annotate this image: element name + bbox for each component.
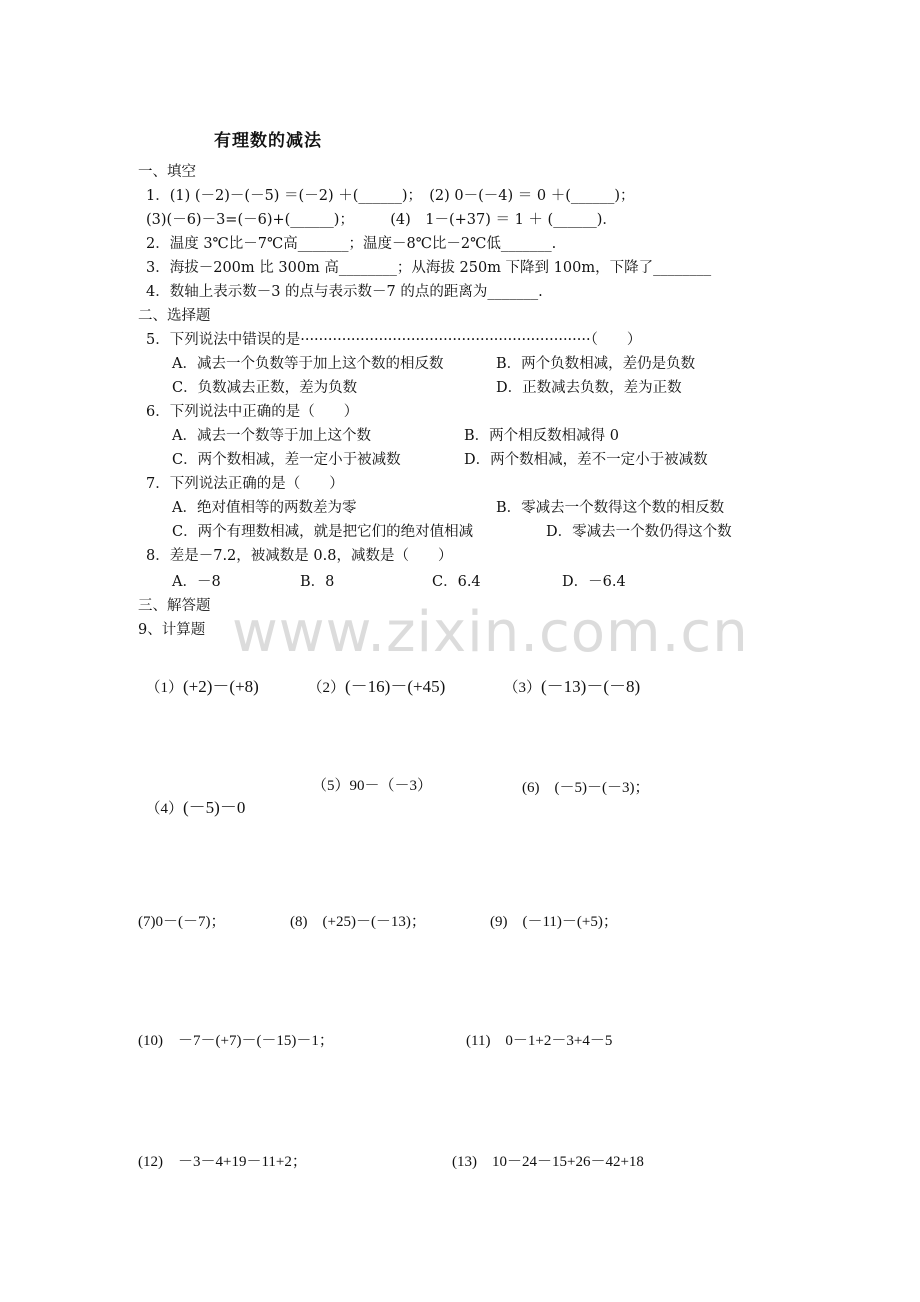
question-5-option-a: A．减去一个负数等于加上这个数的相反数 — [172, 356, 444, 372]
question-8-option-a: A．－8 — [172, 574, 221, 590]
calc-item-9: (9) (－11)－(+5)； — [490, 914, 618, 930]
question-7-option-d: D．零减去一个数仍得这个数 — [546, 524, 732, 540]
question-6-option-a: A．减去一个数等于加上这个数 — [172, 428, 371, 444]
question-5-stem: 5．下列说法中错误的是·······························································（ ） — [146, 332, 642, 348]
question-8-option-b: B．8 — [300, 574, 335, 590]
calc-item-6: (6) (－5)－(－3)； — [522, 780, 650, 796]
section-heading-solve: 三、解答题 — [138, 598, 211, 614]
calc-item-3 — [496, 654, 640, 699]
calc-item-5: （5）90－（－3） — [312, 778, 433, 794]
question-3: 3．海拔－200m 比 300m 高________；从海拔 250m 下降到 100m，下降了________ — [146, 260, 712, 276]
calc-item-11: (11) 0－1+2－3+4－5 — [466, 1033, 613, 1049]
calc-item-4-label: （4） — [145, 801, 184, 817]
question-8-option-c: C．6.4 — [432, 574, 481, 590]
calc-item-2-label: （2） — [307, 680, 346, 696]
question-5-option-b: B．两个负数相减，差仍是负数 — [496, 356, 696, 372]
calc-item-12: (12) －3－4+19－11+2； — [138, 1154, 307, 1170]
calc-item-8: (8) (+25)－(－13)； — [290, 914, 426, 930]
page-title: 有理数的减法 — [214, 131, 322, 151]
calc-item-7: (7)0－(－7)； — [138, 914, 226, 930]
question-1a: 1．(1) (－2)－(－5) ＝(－2) ＋(______)； (2) 0－(－4) ＝ 0 ＋(______)； — [146, 188, 635, 204]
question-4: 4．数轴上表示数－3 的点与表示数－7 的点的距离为_______. — [146, 284, 543, 300]
question-7-option-a: A．绝对值相等的两数差为零 — [172, 500, 357, 516]
calc-item-4 — [138, 775, 245, 820]
question-7-option-c: C．两个有理数相减，就是把它们的绝对值相减 — [172, 524, 474, 540]
question-6-option-d: D．两个数相减，差不一定小于被减数 — [464, 452, 708, 468]
calc-item-3-label: （3） — [503, 680, 542, 696]
question-8-stem: 8．差是－7.2，被减数是 0.8，减数是（ ） — [146, 548, 453, 564]
calc-item-2 — [300, 654, 445, 699]
calc-item-2-expr: (－16)－(+45) — [345, 677, 446, 696]
question-1b: (3)(－6)－3=(－6)+(______)； (4) 1－(+37) ＝ 1 ＋ (______)． — [146, 212, 617, 228]
calc-item-4-expr: (－5)－0 — [183, 798, 246, 817]
question-6-stem: 6．下列说法中正确的是（ ） — [146, 404, 359, 420]
question-2: 2．温度 3℃比－7℃高_______；温度－8℃比－2℃低_______. — [146, 236, 557, 252]
question-6-option-c: C．两个数相减，差一定小于被减数 — [172, 452, 401, 468]
question-8-option-d: D．－6.4 — [562, 574, 626, 590]
question-7-stem: 7．下列说法正确的是（ ） — [146, 476, 344, 492]
section-heading-fill: 一、填空 — [138, 164, 196, 180]
section-heading-choice: 二、选择题 — [138, 308, 211, 324]
calc-item-1 — [138, 654, 259, 699]
question-9-heading: 9、计算题 — [138, 622, 206, 638]
question-5-option-c: C．负数减去正数，差为负数 — [172, 380, 358, 396]
question-6-option-b: B．两个相反数相减得 0 — [464, 428, 619, 444]
question-5-option-d: D．正数减去负数，差为正数 — [496, 380, 682, 396]
watermark: www.zixin.com.cn — [232, 600, 749, 665]
calc-item-1-expr: (+2)－(+8) — [183, 677, 259, 696]
calc-item-10: (10) －7－(+7)－(－15)－1； — [138, 1033, 334, 1049]
question-7-option-b: B．零减去一个数得这个数的相反数 — [496, 500, 725, 516]
calc-item-1-label: （1） — [145, 680, 184, 696]
calc-item-13: (13) 10－24－15+26－42+18 — [452, 1154, 644, 1170]
calc-item-3-expr: (－13)－(－8) — [541, 677, 641, 696]
